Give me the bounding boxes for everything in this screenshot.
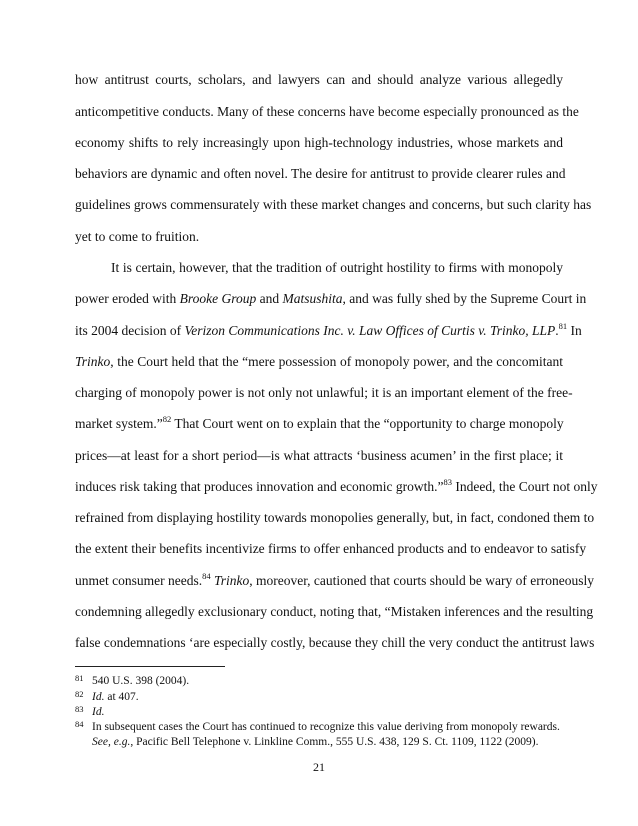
footnote-text: Id.	[92, 706, 105, 718]
body-line: behaviors are dynamic and often novel. The desire for antitrust to provide clearer rules and	[75, 166, 566, 181]
body-line: prices—at least for a short period—is what attracts ‘business acumen’ in the first place; it	[75, 448, 563, 463]
footnote-text: 540 U.S. 398 (2004).	[92, 675, 190, 687]
case-name: Matsushita	[282, 291, 343, 306]
footnote-ref: 83	[443, 477, 453, 487]
body-line: the extent their benefits incentivize firms to offer enhanced products and to endeavor to satisfy	[75, 541, 587, 556]
body-line: induces risk taking that produces innovation and economic growth.”$^{83}$ Indeed, the Court not only	[75, 477, 598, 494]
body-line: charging of monopoly power is not only not unlawful; it is an important element of the free-	[75, 385, 573, 400]
body-line: refrained from displaying hostility towards monopolies generally, but, in fact, condoned them to	[75, 510, 595, 525]
case-name: Brooke Group	[179, 291, 257, 306]
footnote-number: 84	[75, 719, 84, 729]
body-line: market system.”$^{82}$ That Court went on to explain that the “opportunity to charge monopoly	[75, 414, 564, 431]
body-line: yet to come to fruition.	[75, 229, 200, 244]
footnote-ref: 82	[162, 414, 172, 424]
case-name: Trinko	[75, 354, 111, 369]
footnote-number: 83	[75, 704, 84, 714]
body-line: how antitrust courts, scholars, and lawyers can and should analyze various allegedly	[75, 72, 563, 87]
footnote-ref: 84	[202, 571, 211, 581]
body-line: anticompetitive conducts. Many of these concerns have become especially pronounced as the	[75, 104, 579, 119]
case-name: Verizon Communications Inc. v. Law Offices of Curtis v. Trinko, LLP	[184, 323, 556, 338]
page-number: 21	[313, 760, 325, 774]
body-line: unmet consumer needs.$^{84}$ Trinko, moreover, cautioned that courts should be wary of erroneously	[75, 571, 594, 588]
body-line: condemning allegedly exclusionary conduct, noting that, “Mistaken inferences and the resulting	[75, 604, 594, 619]
body-line: power eroded with Brooke Group and Matsushita, and was fully shed by the Supreme Court in	[75, 291, 587, 306]
case-name: Trinko	[213, 573, 250, 588]
footnote-text: See, e.g., Pacific Bell Telephone v. Linkline Comm., 555 U.S. 438, 129 S. Ct. 1109, 1122 (2009).	[92, 736, 539, 748]
footnote-divider	[75, 666, 225, 667]
body-line: economy shifts to rely increasingly upon high-technology industries, whose markets and	[75, 135, 563, 150]
footnote-number: 81	[75, 673, 84, 683]
footnote-ref: 81	[558, 321, 568, 331]
body-line: guidelines grows commensurately with these market changes and concerns, but such clarity has	[75, 197, 592, 212]
body-line: Trinko, the Court held that the “mere possession of monopoly power, and the concomitant	[75, 354, 563, 369]
paragraph-first-line: It is certain, however, that the tradition of outright hostility to firms with monopoly	[111, 260, 563, 275]
body-line: false condemnations ‘are especially costly, because they chill the very conduct the antitrust laws	[75, 635, 595, 650]
body-line: its 2004 decision of Verizon Communications Inc. v. Law Offices of Curtis v. Trinko, LLP.$^{81}$ In	[75, 321, 582, 338]
footnote-text: Id. at 407.	[92, 691, 139, 703]
footnote-number: 82	[75, 689, 84, 699]
footnote-text: In subsequent cases the Court has continued to recognize this value deriving from monopoly rewards.	[92, 721, 560, 733]
